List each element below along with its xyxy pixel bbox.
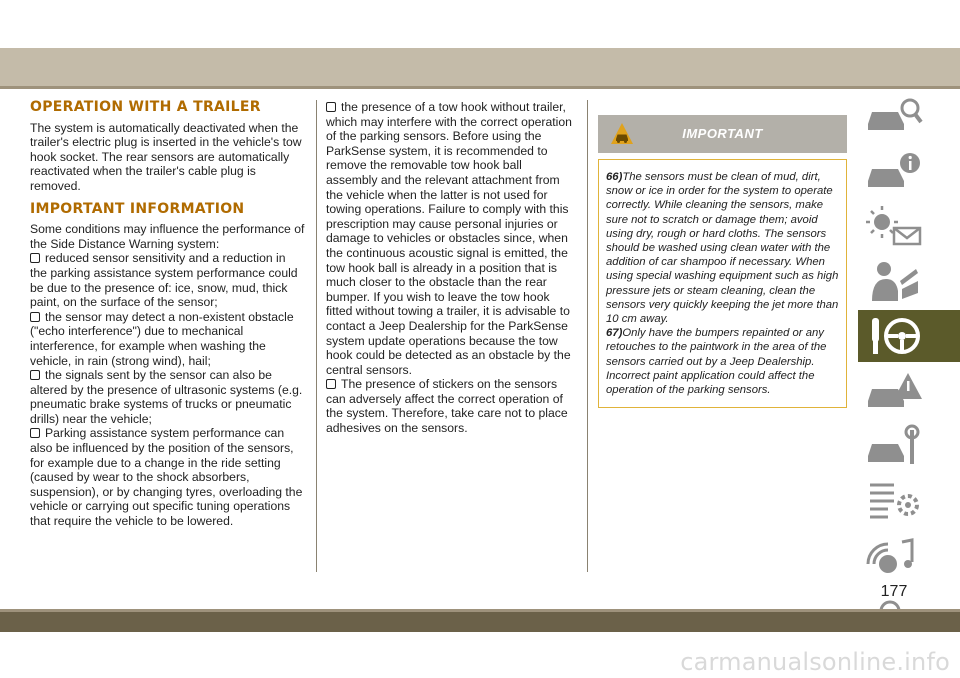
tab-instrument-panel[interactable]: [858, 145, 960, 197]
list-item: Parking assistance system performance can also be influenced by the position of the sensors, for example due to a change in the ride setting (caused by wear to the shock absorbers, suspension), or by changing tyres, overloading the vehicle or carrying out specific tuning operations that require the vehicle to be lowered.: [30, 426, 303, 529]
checkbox-bullet-icon: [30, 312, 40, 322]
watermark: carmanualsonline.info: [680, 648, 950, 676]
tab-technical-specifications[interactable]: [858, 475, 960, 527]
car-info-icon: [864, 149, 924, 193]
important-box: [598, 115, 847, 408]
chapter-tabs: [858, 90, 960, 640]
checkbox-bullet-icon: [326, 379, 336, 389]
column-divider: [316, 100, 317, 572]
column-divider: [587, 100, 588, 572]
key-steering-wheel-icon: [864, 314, 924, 358]
list-item: the presence of a tow hook without trailer, which may interfere with the correct operation of the parking sensors. Before using the ParkSense system, it is recommended to remove the removable tow hook ball assembly and the relevant attachment from the vehicle when the latter is not used for towing operations. Failure to comply with this prescription may cause personal injuries or damage to vehicles or obstacles since, when the continuous acoustic signal is emitted, the tow hook ball is already in a position that is much closer to the obstacle than the rear bumper. If you wish to leave the tow hook fitted without towing a trailer, it is advisable to contact a Jeep Dealership for the ParkSense system update operations because the tow hook could be detected as an obstacle by the central sensors.: [326, 100, 572, 377]
text-column-middle: [326, 100, 576, 436]
safety-person-icon: [864, 259, 924, 303]
list-item: reduced sensor sensitivity and a reduction in the parking assistance system performance could be due to the presence of: ice, snow, mud, thick paint, on the surface of the sensor;: [30, 251, 298, 310]
note-66: 66)The sensors must be clean of mud, dirt, snow or ice in order for the system to operate correctly. While cleaning the sensors, make sure not to scratch or damage them; avoid using dry, rough or hard cloths. The sensors should be washed using clean water with the addition of car shampoo if necessary. When using special washing equipment such as high pressure jets or steam cleaning, clean the sensors very quickly keeping the jet more than 10 cm away.: [606, 171, 839, 326]
tab-servicing[interactable]: [858, 420, 960, 472]
checkbox-bullet-icon: [30, 428, 40, 438]
page-number: 177: [880, 583, 908, 600]
checkbox-bullet-icon: [326, 102, 336, 112]
checkbox-bullet-icon: [30, 253, 40, 263]
list-item: the sensor may detect a non-existent obstacle ("echo interference") due to mechanical interference, for example when washing the vehicle, in rain (strong wind), hail;: [30, 309, 294, 368]
list-gear-icon: [864, 479, 924, 523]
light-message-icon: [864, 204, 924, 248]
tab-multimedia[interactable]: [858, 530, 960, 582]
text-column-left: [30, 100, 305, 529]
paragraph-trailer: The system is automatically deactivated when the trailer's electric plug is inserted in the vehicle's tow hook socket. The rear sensors are automatically reactivated when the trailer's cable plug is removed.: [30, 120, 302, 193]
list-item: The presence of stickers on the sensors can adversely affect the correct operation of the system. Therefore, take care not to place adhesives on the sensors.: [326, 377, 568, 436]
section-title-important-info: IMPORTANT INFORMATION: [30, 200, 245, 217]
top-margin: [0, 0, 960, 48]
tab-getting-to-know-vehicle[interactable]: [858, 90, 960, 142]
tab-starting-and-driving[interactable]: [858, 310, 960, 362]
important-header: [598, 115, 847, 153]
paragraph-intro: Some conditions may influence the performance of the Side Distance Warning system:: [30, 222, 305, 251]
header-rule: [0, 86, 960, 89]
car-warning-icon: [864, 369, 924, 413]
footer-bar: [0, 612, 960, 632]
important-title: IMPORTANT: [682, 126, 763, 141]
tab-warning-lights[interactable]: [858, 200, 960, 252]
list-item: the signals sent by the sensor can also be altered by the presence of ultrasonic systems (e.g. pneumatic brake systems of trucks or pneumatic drills) near the vehicle;: [30, 368, 303, 426]
tab-safety[interactable]: [858, 255, 960, 307]
car-wrench-icon: [864, 424, 924, 468]
multimedia-icon: [864, 534, 924, 578]
tab-emergency[interactable]: [858, 365, 960, 417]
important-notes: [598, 159, 847, 408]
header-bar: [0, 48, 960, 86]
section-title-trailer: OPERATION WITH A TRAILER: [30, 99, 261, 115]
checkbox-bullet-icon: [30, 370, 40, 380]
note-67: 67)Only have the bumpers repainted or any retouches to the paintwork in the area of the sensors carried out by a Jeep Dealership. Incorrect paint application could affect the operation of the parking sensors.: [606, 327, 827, 397]
car-search-icon: [864, 94, 924, 138]
